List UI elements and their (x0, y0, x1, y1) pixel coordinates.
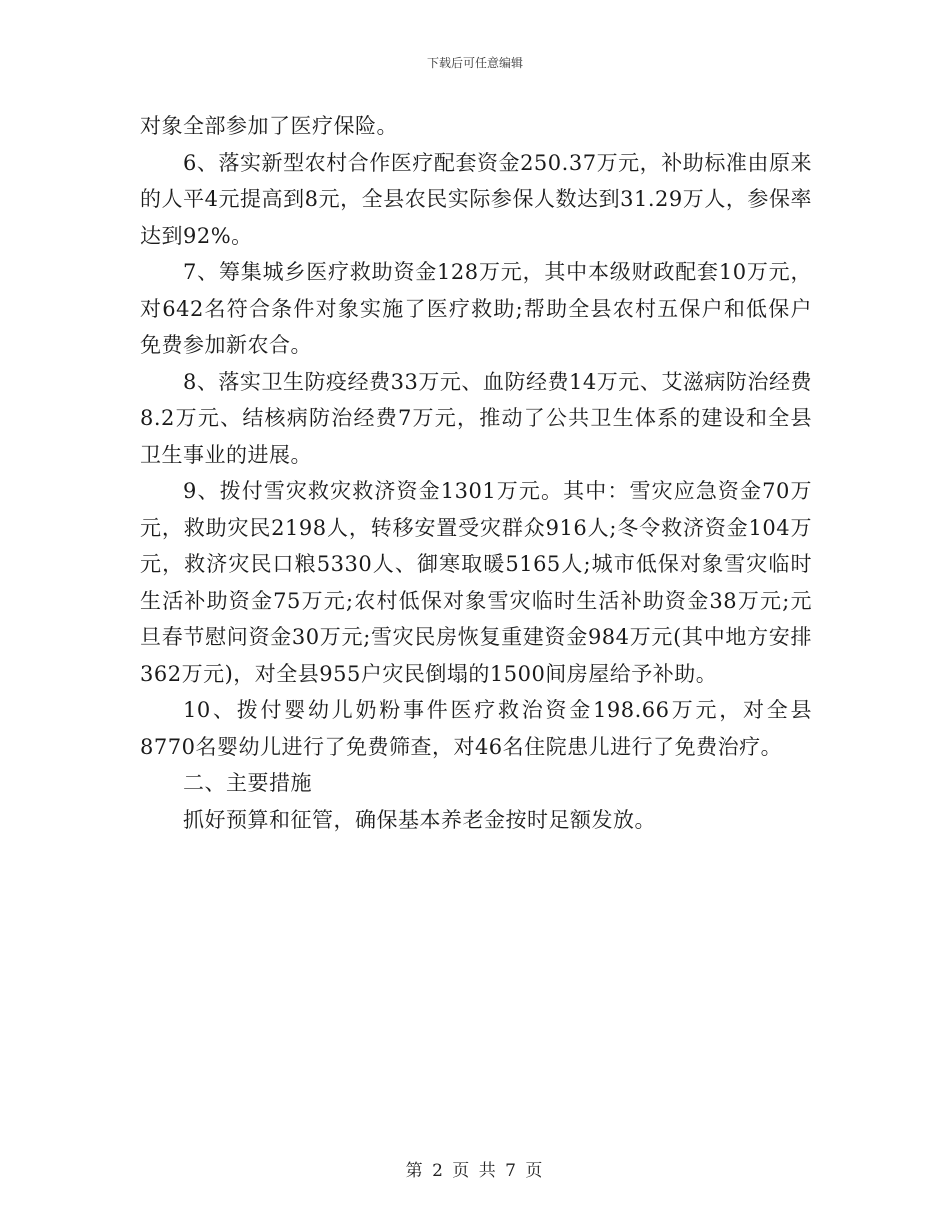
document-body (140, 108, 812, 838)
paragraph: 7、筹集城乡医疗救助资金128万元，其中本级财政配套10万元，对642名符合条件对象实施了医疗救助;帮助全县农村五保户和低保户免费参加新农合。 (140, 260, 812, 357)
paragraph: 10、拨付婴幼儿奶粉事件医疗救治资金198.66万元，对全县8770名婴幼儿进行了免费筛查，对46名住院患儿进行了免费治疗。 (140, 698, 812, 759)
page-number-footer: 第 2 页 共 7 页 (405, 1161, 545, 1181)
paragraph: 抓好预算和征管，确保基本养老金按时足额发放。 (183, 807, 656, 832)
paragraph: 对象全部参加了医疗保险。 (140, 114, 398, 138)
page-header-note: 下载后可任意编辑 (426, 56, 523, 70)
paragraph: 6、落实新型农村合作医疗配套资金250.37万元，补助标准由原来的人平4元提高到8元，全县农民实际参保人数达到31.29万人，参保率达到92%。 (140, 150, 812, 248)
section-heading: 二、主要措施 (183, 771, 312, 795)
paragraph: 9、拨付雪灾救灾救济资金1301万元。其中：雪灾应急资金70万元，救助灾民2198人，转移安置受灾群众916人;冬令救济资金104万元，救济灾民口粮5330人、御寒取暖5165人;城市低保对象雪灾临时生活补助资金75万元;农村低保对象雪灾临时生活补助资金38万元;元旦春节慰问资金30万元;雪灾民房恢复重建资金984万元(其中地方安排362万元)，对全县955户灾民倒塌的1500间房屋给予补助。 (140, 479, 812, 686)
paragraph: 8、落实卫生防疫经费33万元、血防经费14万元、艾滋病防治经费8.2万元、结核病防治经费7万元，推动了公共卫生体系的建设和全县卫生事业的进展。 (140, 369, 812, 467)
